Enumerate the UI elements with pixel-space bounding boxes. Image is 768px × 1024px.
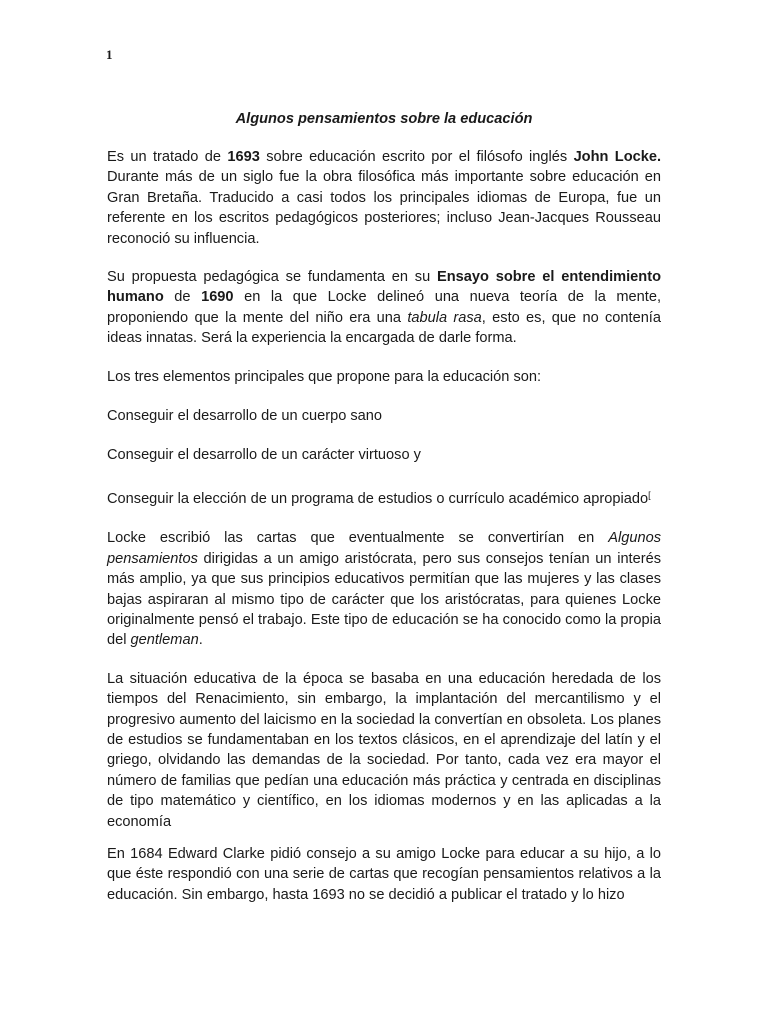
text-run: , esto es, que no contenía ideas innatas. Será la experiencia la encargada de darle forma. bbox=[107, 309, 661, 347]
text-run: en la que Locke delineó una nueva teoría de la mente, proponiendo que la mente del niño era una bbox=[107, 289, 662, 326]
paragraph-intro bbox=[107, 147, 661, 249]
text-run: Es un tratado de bbox=[107, 149, 228, 165]
paragraph-elements-intro: Los tres elementos principales que propone para la educación son: bbox=[107, 368, 542, 385]
text-run: Conseguir la elección de un programa de estudios o currículo académico apropiado bbox=[107, 490, 649, 507]
paragraph-situation: La situación educativa de la época se basaba en una educación heredada de los tiempos del Renacimiento, sin embargo, la implantación del mercantilismo y el progresivo aumento del laicismo en la sociedad la convertían en obsoleta. Los planes de estudios se fundamentaban en los textos clásicos, en el aprendizaje del latín y el griego, olvidando las demandas de la sociedad. Por tanto, cada vez era mayor el número de familias que pedían una educación más práctica y centrada en disciplinas de tipo matemático y científico, en los idiomas modernos y en las aplicadas a la economía bbox=[107, 670, 661, 830]
paragraph-letters bbox=[107, 528, 661, 650]
italic-title: Algunos pensamientos bbox=[107, 530, 661, 567]
list-item: Conseguir el desarrollo de un cuerpo sano bbox=[107, 408, 383, 425]
text-run: sobre educación escrito por el filósofo inglés bbox=[259, 149, 574, 165]
paragraph-proposal bbox=[107, 267, 661, 349]
bold-author: John Locke. bbox=[573, 149, 662, 165]
paragraph-history: En 1684 Edward Clarke pidió consejo a su amigo Locke para educar a su hijo, a lo que éste respondió con una serie de cartas que recogían pensamientos relativos a la educación. Sin embargo, hasta 1693 no se decidió a publicar el tratado y lo hizo bbox=[107, 845, 661, 903]
reference-mark: [ bbox=[648, 489, 651, 500]
bold-year: 1693 bbox=[227, 149, 260, 165]
document-body bbox=[107, 109, 661, 923]
text-run: de bbox=[163, 289, 202, 306]
page-number: 1 bbox=[106, 47, 113, 62]
list-item: Conseguir el desarrollo de un carácter virtuoso y bbox=[107, 447, 421, 464]
text-run: . bbox=[198, 632, 203, 649]
text-run: Durante más de un siglo fue la obra filosófica más importante sobre educación en Gran Bretaña. Traducido a casi todos los principales idiomas de Europa, fue un referente en los escritos pedagógicos posteriores; incluso Jean-Jacques Rousseau reconoció su influencia. bbox=[107, 169, 661, 247]
document-title: Algunos pensamientos sobre la educación bbox=[235, 111, 533, 127]
italic-term: tabula rasa bbox=[407, 309, 482, 326]
text-run: Su propuesta pedagógica se fundamenta en su bbox=[107, 269, 438, 286]
bold-year: 1690 bbox=[201, 289, 234, 306]
list-item bbox=[107, 485, 661, 509]
bold-essay-title: Ensayo sobre el entendimiento humano bbox=[107, 269, 661, 306]
italic-term: gentleman bbox=[130, 632, 199, 649]
text-run: Locke escribió las cartas que eventualmente se convertirían en bbox=[107, 530, 609, 547]
text-run: dirigidas a un amigo aristócrata, pero sus consejos tenían un interés más amplio, ya que sus principios educativos permitían que las mujeres y las clases bajas aspiraran al mismo tipo de carácter que los aristócratas, para quienes Locke originalmente pensó el trabajo. Este tipo de educación se ha conocido como la propia del bbox=[107, 550, 661, 649]
